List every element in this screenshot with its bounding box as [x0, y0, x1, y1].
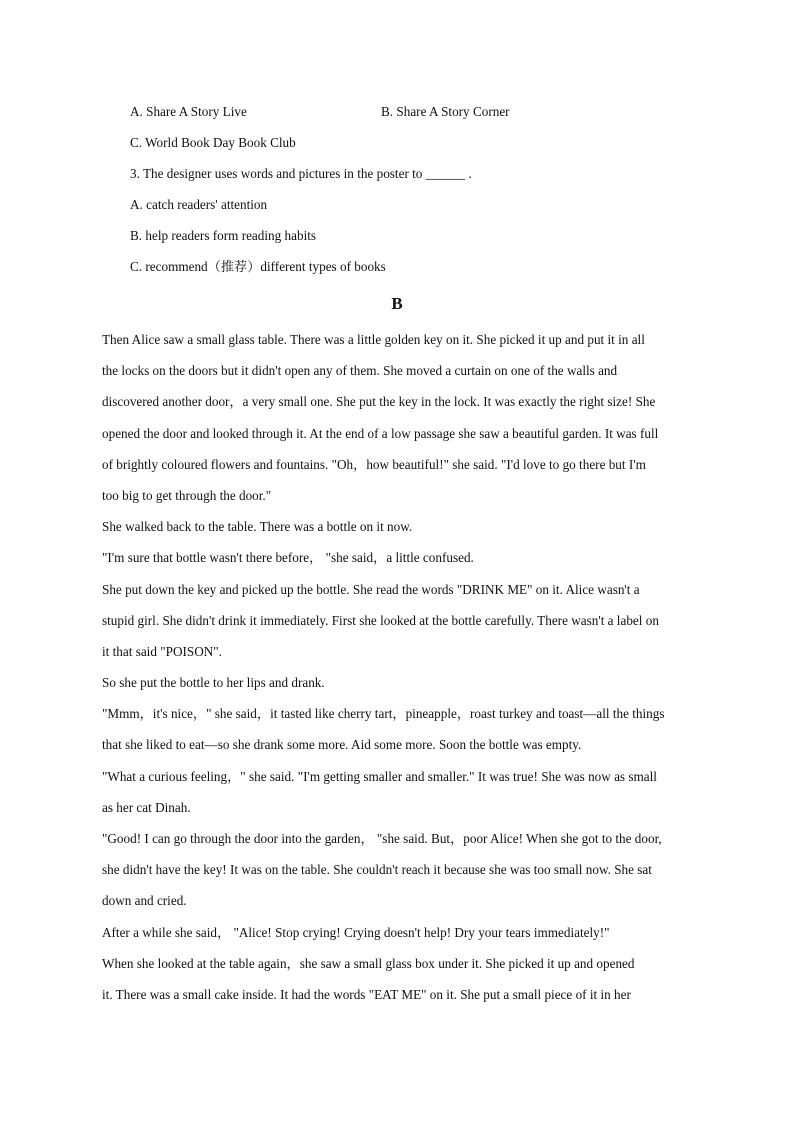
- passage-line: stupid girl. She didn't drink it immediately. First she looked at the bottle carefully. There wasn't a label on: [102, 612, 659, 628]
- passage-line: Then Alice saw a small glass table. There was a little golden key on it. She picked it up and put it in all: [102, 332, 645, 347]
- passage-line: She put down the key and picked up the bottle. She read the words "DRINK ME" on it. Alice wasn't a: [102, 581, 640, 597]
- q3-option-c-row: [130, 256, 730, 287]
- q3-option-b: B. help readers form reading habits: [130, 228, 317, 243]
- passage-line: opened the door and looked through it. At the end of a low passage she saw a beautiful garden. It was full: [102, 425, 659, 441]
- passage-line: "Good! I can go through the door into the garden， "she said. But，poor Alice! When she got to the door,: [102, 831, 662, 846]
- q2-options-row-1: [130, 101, 730, 132]
- q3-option-a: A. catch readers' attention: [130, 197, 268, 212]
- passage-line: the locks on the doors but it didn't open any of them. She moved a curtain on one of the walls and: [102, 363, 618, 379]
- passage-line: "Mmm，it's nice，" she said，it tasted like cherry tart，pineapple，roast turkey and toast—all the things: [102, 706, 665, 722]
- passage-line: as her cat Dinah.: [102, 799, 191, 815]
- passage-line: "I'm sure that bottle wasn't there before， "she said，a little confused.: [102, 550, 474, 566]
- passage-text: [102, 329, 712, 1015]
- question-options-block: [130, 101, 730, 287]
- q2-options-row-2: [130, 132, 730, 163]
- q3-option-a-row: [130, 194, 730, 225]
- passage-line: discovered another door，a very small one. She put the key in the lock. It was exactly the right size! She: [102, 394, 656, 410]
- passage-line: she didn't have the key! It was on the table. She couldn't reach it because she was too small now. She sat: [102, 862, 652, 878]
- passage-line: When she looked at the table again，she saw a small glass box under it. She picked it up and opened: [102, 955, 635, 971]
- q3-stem-row: [130, 163, 730, 194]
- q3-option-b-row: [130, 225, 730, 256]
- q3-stem: 3. The designer uses words and pictures in the poster to ______ .: [130, 166, 472, 181]
- section-heading: B: [391, 294, 403, 313]
- passage-line: After a while she said， "Alice! Stop crying! Crying doesn't help! Dry your tears immediately!": [102, 924, 610, 940]
- passage-line: So she put the bottle to her lips and drank.: [102, 675, 325, 691]
- q2-option-c: C. World Book Day Book Club: [130, 135, 296, 150]
- passage-line: it. There was a small cake inside. It had the words "EAT ME" on it. She put a small piece of it in her: [102, 986, 631, 1002]
- passage-line: too big to get through the door.": [102, 487, 272, 503]
- q2-option-a: A. Share A Story Live: [130, 104, 247, 119]
- q3-option-c: C. recommend（推荐）different types of books: [130, 259, 386, 274]
- passage-line: "What a curious feeling，" she said. "I'm getting smaller and smaller." It was true! She was now as small: [102, 768, 657, 784]
- passage-line: it that said "POISON".: [102, 643, 222, 659]
- passage-line: She walked back to the table. There was a bottle on it now.: [102, 519, 413, 535]
- passage-line: that she liked to eat—so she drank some more. Aid some more. Soon the bottle was empty.: [102, 737, 582, 753]
- passage-line: down and cried.: [102, 893, 187, 909]
- q2-option-b: B. Share A Story Corner: [381, 104, 510, 119]
- passage-line: of brightly coloured flowers and fountains. "Oh，how beautiful!" she said. "I'd love to go there but I'm: [102, 456, 646, 472]
